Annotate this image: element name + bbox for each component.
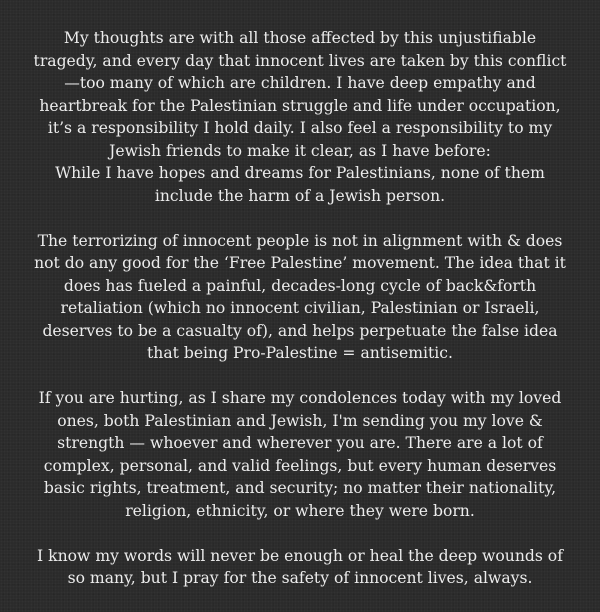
text-line: strength — whoever and wherever you are. There are a lot of — [57, 434, 543, 452]
text-line: not do any good for the ‘Free Palestine’ movement. The idea that it — [34, 254, 566, 272]
paragraph-4 — [18, 545, 582, 590]
text-line: retaliation (which no innocent civilian, Palestinian or Israeli, — [60, 299, 540, 317]
text-line: —too many of which are children. I have deep empathy and — [64, 74, 536, 92]
text-line: deserves to be a casualty of), and helps perpetuate the false idea — [42, 321, 558, 340]
text-line: My thoughts are with all those affected by this unjustifiable — [63, 29, 537, 47]
text-line: tragedy, and every day that innocent lives are taken by this conflict — [33, 51, 567, 70]
text-line: so many, but I pray for the safety of innocent lives, always. — [67, 569, 533, 587]
text-line: If you are hurting, as I share my condolences today with my loved — [38, 389, 562, 407]
text-line: that being Pro-Palestine = antisemitic. — [147, 344, 453, 362]
text-line: heartbreak for the Palestinian struggle and life under occupation, — [39, 96, 561, 115]
paragraph-2 — [18, 230, 582, 365]
text-line: include the harm of a Jewish person. — [154, 186, 446, 205]
text-line: does has fueled a painful, decades-long cycle of back&forth — [63, 276, 537, 295]
text-line: While I have hopes and dreams for Palestinians, none of them — [55, 164, 545, 182]
text-line: The terrorizing of innocent people is not in alignment with & does — [37, 231, 563, 250]
paragraph-1 — [18, 27, 582, 207]
text-line: complex, personal, and valid feelings, but every human deserves — [43, 456, 557, 475]
text-line: religion, ethnicity, or where they were born. — [125, 501, 475, 520]
text-line: Jewish friends to make it clear, as I have before: — [109, 141, 491, 160]
text-line: I know my words will never be enough or heal the deep wounds of — [37, 546, 563, 565]
paragraph-3 — [18, 387, 582, 522]
statement-text — [18, 27, 582, 612]
text-line: it’s a responsibility I hold daily. I also feel a responsibility to my — [47, 119, 553, 137]
text-line: ones, both Palestinian and Jewish, I'm sending you my love & — [57, 411, 543, 430]
text-line: basic rights, treatment, and security; no matter their nationality, — [43, 479, 557, 497]
